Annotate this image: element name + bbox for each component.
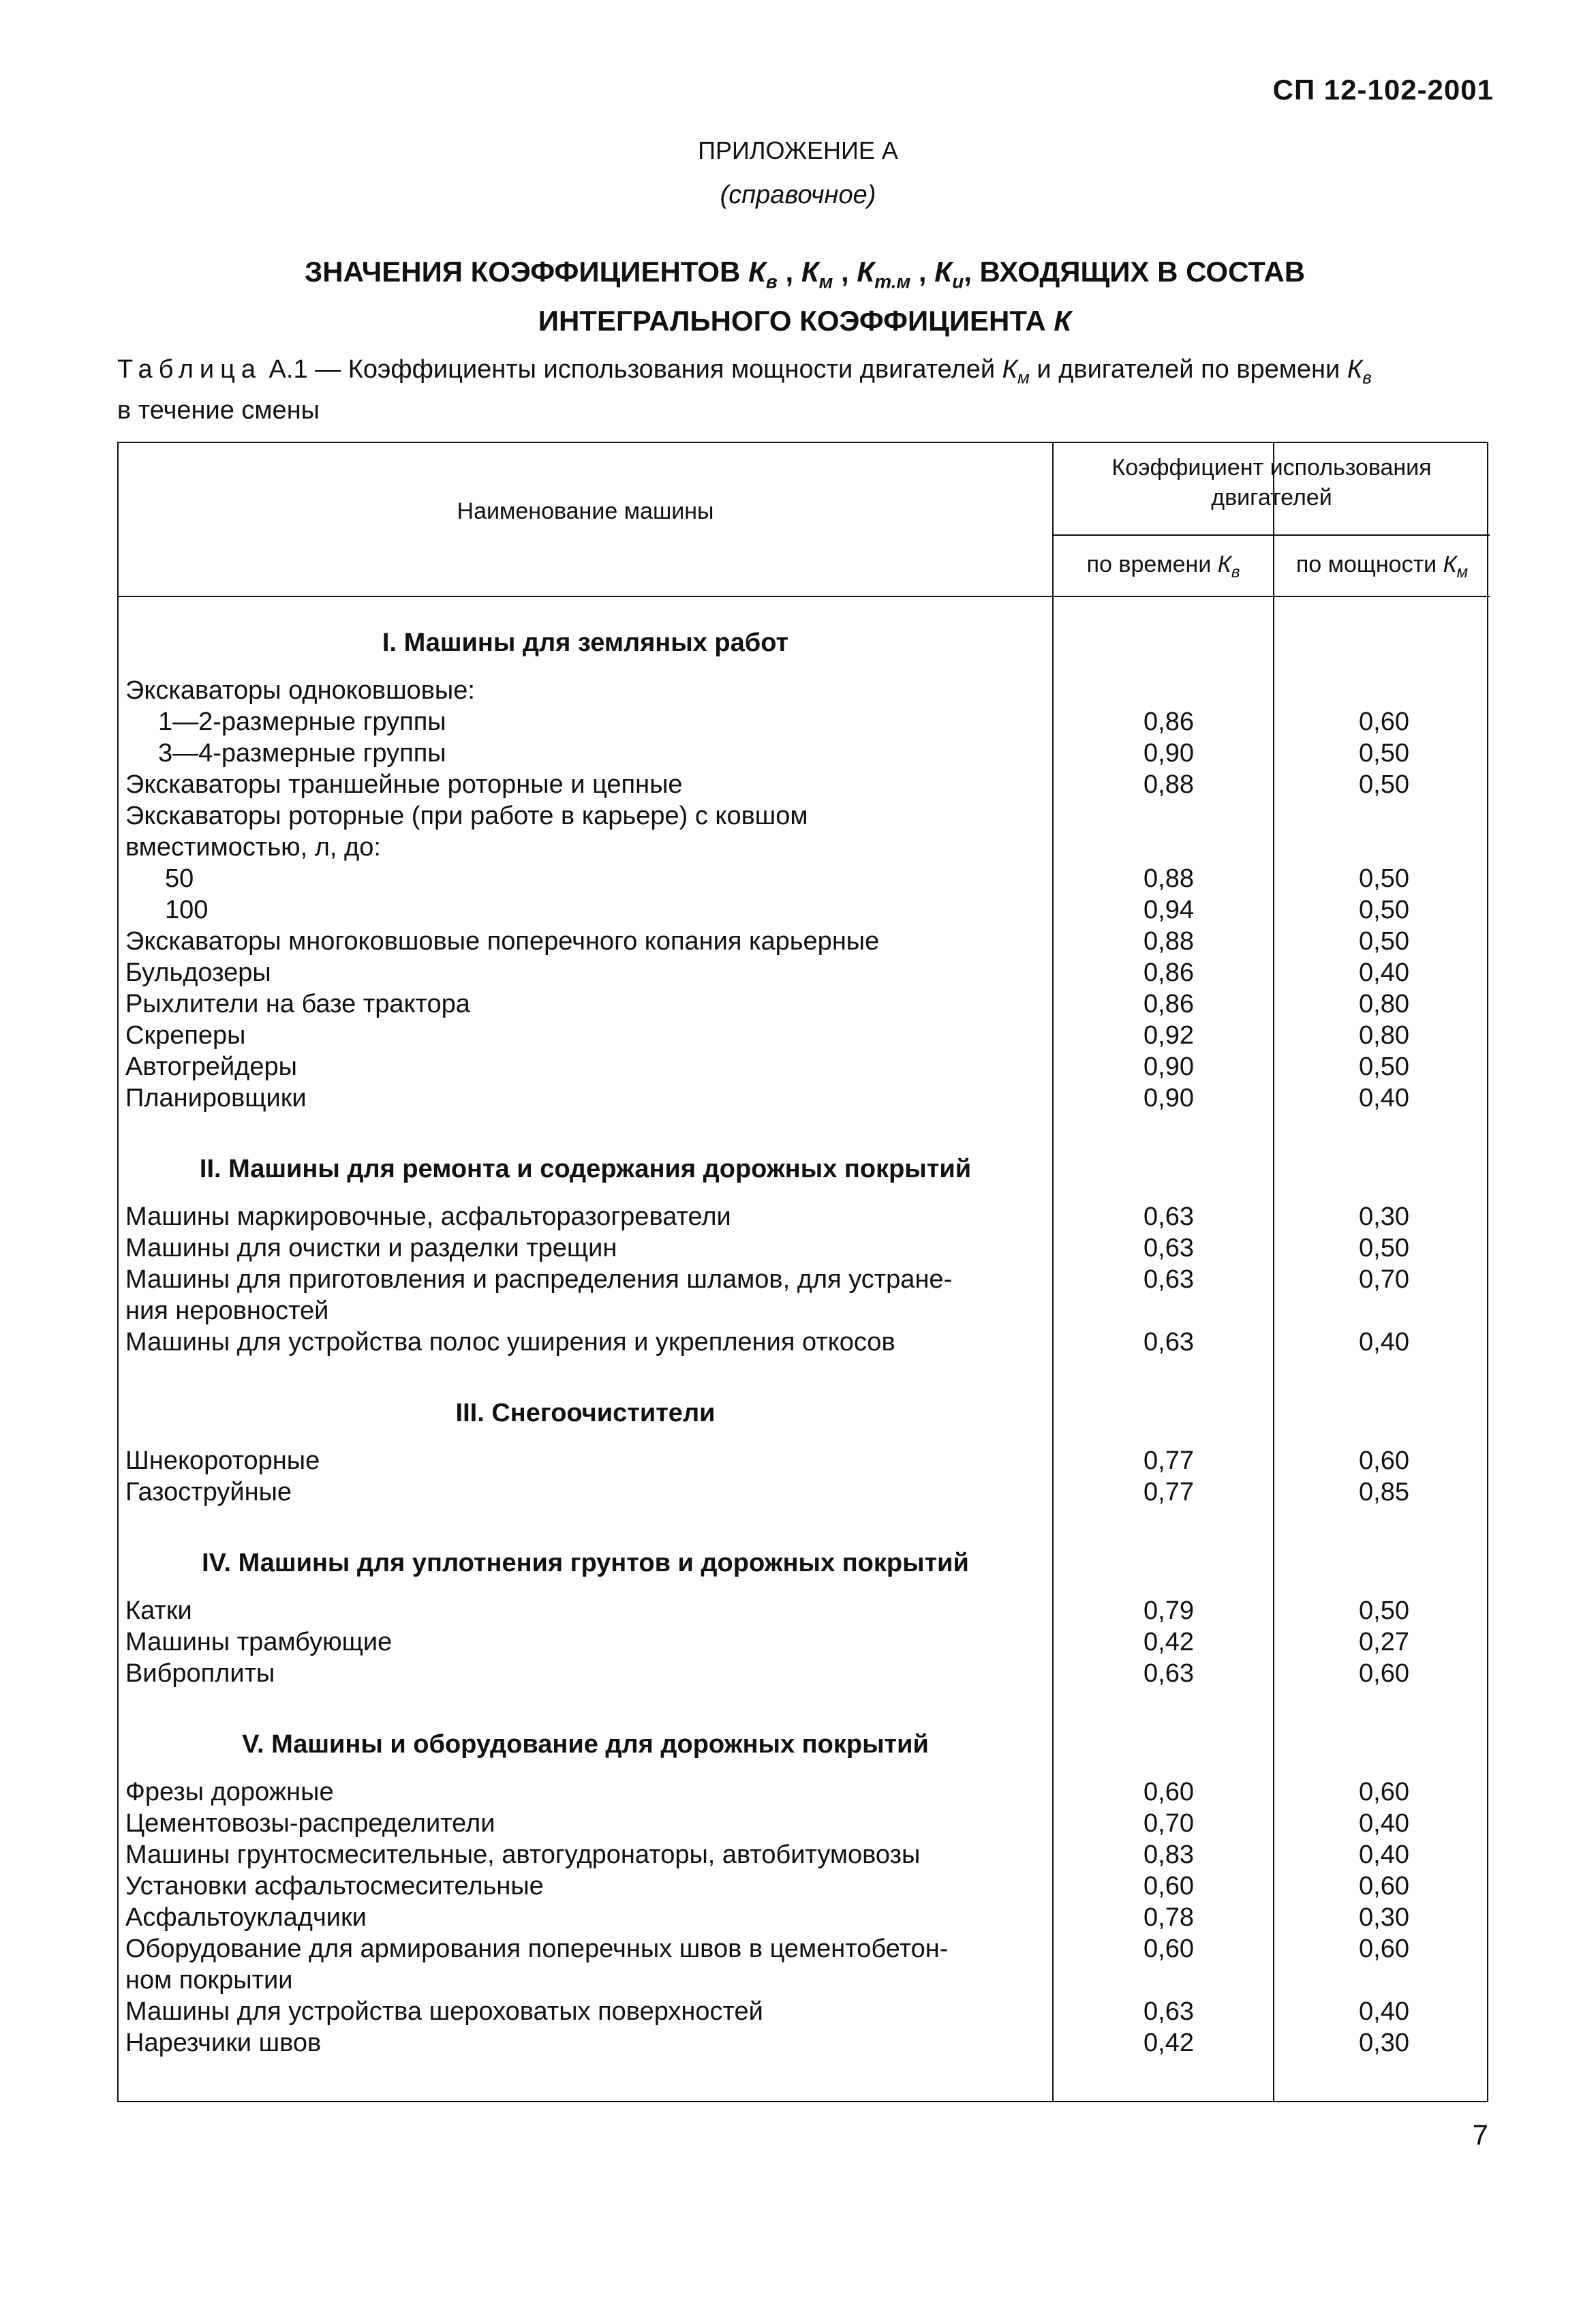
value-time: 0,78 bbox=[1144, 1903, 1194, 1932]
value-power: 0,40 bbox=[1359, 1809, 1409, 1838]
value-power: 0,60 bbox=[1359, 1446, 1409, 1475]
column-header-name: Наименование машины bbox=[457, 498, 714, 524]
column-divider-name bbox=[1052, 443, 1054, 2101]
value-power: 0,50 bbox=[1359, 739, 1409, 768]
value-power: 0,30 bbox=[1359, 2029, 1409, 2057]
value-power: 0,50 bbox=[1359, 864, 1409, 893]
value-time: 0,60 bbox=[1144, 1935, 1194, 1963]
value-power: 0,85 bbox=[1359, 1478, 1409, 1506]
value-time: 0,88 bbox=[1144, 770, 1194, 799]
machine-name: Скреперы bbox=[125, 1021, 246, 1050]
value-time: 0,77 bbox=[1144, 1446, 1194, 1475]
table-caption bbox=[117, 353, 1494, 427]
value-power: 0,27 bbox=[1359, 1628, 1409, 1656]
value-power: 0,70 bbox=[1359, 1265, 1409, 1294]
machine-name: Цементовозы-распределители bbox=[125, 1809, 495, 1838]
value-power: 0,50 bbox=[1359, 1234, 1409, 1262]
value-power: 0,60 bbox=[1359, 1935, 1409, 1963]
value-time: 0,42 bbox=[1144, 2029, 1194, 2057]
section-title: I. Машины для земляных работ bbox=[382, 628, 789, 657]
value-power: 0,30 bbox=[1359, 1903, 1409, 1932]
document-code: СП 12-102-2001 bbox=[1272, 74, 1494, 106]
machine-name: Машины грунтосмесительные, автогудронаторы, автобитумовозы bbox=[125, 1840, 921, 1869]
machine-name: Рыхлители на базе трактора bbox=[125, 990, 470, 1018]
machine-name: Машины для приготовления и распределения шламов, для устране- bbox=[125, 1265, 953, 1294]
machine-name: Машины для очистки и разделки трещин bbox=[125, 1234, 617, 1262]
value-time: 0,92 bbox=[1144, 1021, 1194, 1050]
value-power: 0,30 bbox=[1359, 1202, 1409, 1231]
machine-name: Экскаваторы многоковшовые поперечного копания карьерные bbox=[125, 927, 880, 956]
section-title: V. Машины и оборудование для дорожных покрытий bbox=[242, 1730, 929, 1759]
value-power: 0,50 bbox=[1359, 1596, 1409, 1625]
value-time: 0,63 bbox=[1144, 1234, 1194, 1262]
header-divider-body bbox=[119, 596, 1490, 597]
section-title: II. Машины для ремонта и содержания дорожных покрытий bbox=[199, 1155, 972, 1183]
value-time: 0,70 bbox=[1144, 1809, 1194, 1838]
value-time: 0,90 bbox=[1144, 1052, 1194, 1081]
column-header-power: по мощности $К_м$ bbox=[1295, 551, 1469, 581]
machine-name: Экскаваторы траншейные роторные и цепные bbox=[125, 770, 683, 799]
value-time: 0,88 bbox=[1144, 864, 1194, 893]
machine-name: Газоструйные bbox=[125, 1478, 292, 1506]
section-title: III. Снегоочистители bbox=[455, 1399, 716, 1427]
value-time: 0,60 bbox=[1144, 1778, 1194, 1806]
value-power: 0,60 bbox=[1359, 708, 1409, 736]
value-power: 0,60 bbox=[1359, 1872, 1409, 1900]
page-title bbox=[116, 252, 1494, 341]
machine-name: ном покрытии bbox=[125, 1966, 293, 1995]
value-power: 0,80 bbox=[1359, 1021, 1409, 1050]
value-time: 0,77 bbox=[1144, 1478, 1194, 1506]
machine-name: 1—2-размерные группы bbox=[158, 708, 446, 736]
value-time: 0,88 bbox=[1144, 927, 1194, 956]
machine-name: Установки асфальтосмесительные bbox=[125, 1872, 544, 1900]
machine-name: Нарезчики швов bbox=[125, 2029, 322, 2057]
machine-name: Экскаваторы роторные (при работе в карьере) с ковшом bbox=[125, 802, 808, 830]
value-time: 0,63 bbox=[1144, 1659, 1194, 1688]
machine-name: Экскаваторы одноковшовые: bbox=[125, 676, 475, 705]
value-time: 0,63 bbox=[1144, 1997, 1194, 2026]
table-caption-line-1: Таблица А.1 — Коэффициенты использования мощности двигателей $К_м$ и двигателей по времени $К_в$ bbox=[117, 355, 1372, 388]
value-time: 0,86 bbox=[1144, 990, 1194, 1018]
machine-name: Планировщики bbox=[125, 1084, 307, 1112]
machine-name: Машины для устройства полос уширения и укрепления откосов bbox=[125, 1328, 895, 1356]
value-time: 0,63 bbox=[1144, 1328, 1194, 1356]
machine-name: ния неровностей bbox=[125, 1297, 329, 1325]
value-time: 0,86 bbox=[1144, 708, 1194, 736]
value-power: 0,60 bbox=[1359, 1659, 1409, 1688]
value-time: 0,90 bbox=[1144, 1084, 1194, 1112]
column-header-group: Коэффициент использования двигателей bbox=[1111, 455, 1432, 511]
machine-name: Оборудование для армирования поперечных швов в цементобетон- bbox=[125, 1935, 949, 1963]
machine-name: Бульдозеры bbox=[125, 958, 271, 987]
machine-name: вместимостью, л, до: bbox=[125, 833, 381, 862]
machine-name: 100 bbox=[165, 896, 209, 924]
value-time: 0,94 bbox=[1144, 896, 1194, 924]
machine-name: Фрезы дорожные bbox=[125, 1778, 334, 1806]
value-time: 0,63 bbox=[1144, 1265, 1194, 1294]
value-time: 0,63 bbox=[1144, 1202, 1194, 1231]
header-divider-group bbox=[1052, 534, 1490, 536]
page-title-line-1: ЗНАЧЕНИЯ КОЭФФИЦИЕНТОВ $К_в$ , $К_м$ , $К_{т.м}$ , $К_и$, ВХОДЯЩИХ В СОСТАВ bbox=[304, 256, 1306, 292]
value-power: 0,50 bbox=[1359, 896, 1409, 924]
value-time: 0,90 bbox=[1144, 739, 1194, 768]
page-number: 7 bbox=[1472, 2119, 1488, 2151]
value-power: 0,40 bbox=[1359, 1840, 1409, 1869]
machine-name: Машины маркировочные, асфальторазогреватели bbox=[125, 1202, 731, 1231]
machine-name: Машины для устройства шероховатых поверхностей bbox=[125, 1997, 763, 2026]
value-power: 0,50 bbox=[1359, 1052, 1409, 1081]
value-power: 0,80 bbox=[1359, 990, 1409, 1018]
section-title: IV. Машины для уплотнения грунтов и дорожных покрытий bbox=[202, 1549, 969, 1577]
machine-name: Виброплиты bbox=[125, 1659, 275, 1688]
machine-name: Катки bbox=[125, 1596, 192, 1625]
value-power: 0,60 bbox=[1359, 1778, 1409, 1806]
machine-name: 3—4-размерные группы bbox=[158, 739, 446, 768]
page-title-line-2: ИНТЕГРАЛЬНОГО КОЭФФИЦИЕНТА К bbox=[538, 305, 1072, 337]
value-time: 0,42 bbox=[1144, 1628, 1194, 1656]
coefficients-table bbox=[117, 442, 1488, 2102]
value-time: 0,79 bbox=[1144, 1596, 1194, 1625]
column-header-time: по времени $К_в$ bbox=[1086, 551, 1240, 581]
value-power: 0,50 bbox=[1359, 770, 1409, 799]
machine-name: Асфальтоукладчики bbox=[125, 1903, 367, 1932]
value-power: 0,40 bbox=[1359, 1997, 1409, 2026]
value-time: 0,86 bbox=[1144, 958, 1194, 987]
value-time: 0,83 bbox=[1144, 1840, 1194, 1869]
machine-name: Автогрейдеры bbox=[125, 1052, 297, 1081]
machine-name: Машины трамбующие bbox=[125, 1628, 393, 1656]
machine-name: Шнекороторные bbox=[125, 1446, 320, 1475]
appendix-note: (справочное) bbox=[720, 181, 876, 209]
value-power: 0,40 bbox=[1359, 1084, 1409, 1112]
value-time: 0,60 bbox=[1144, 1872, 1194, 1900]
machine-name: 50 bbox=[165, 864, 194, 893]
value-power: 0,50 bbox=[1359, 927, 1409, 956]
table-caption-line-2: в течение смены bbox=[117, 395, 320, 425]
table-caption-word: Таблица bbox=[117, 355, 262, 384]
value-power: 0,40 bbox=[1359, 1328, 1409, 1356]
appendix-label: ПРИЛОЖЕНИЕ А bbox=[698, 136, 898, 164]
value-power: 0,40 bbox=[1359, 958, 1409, 987]
